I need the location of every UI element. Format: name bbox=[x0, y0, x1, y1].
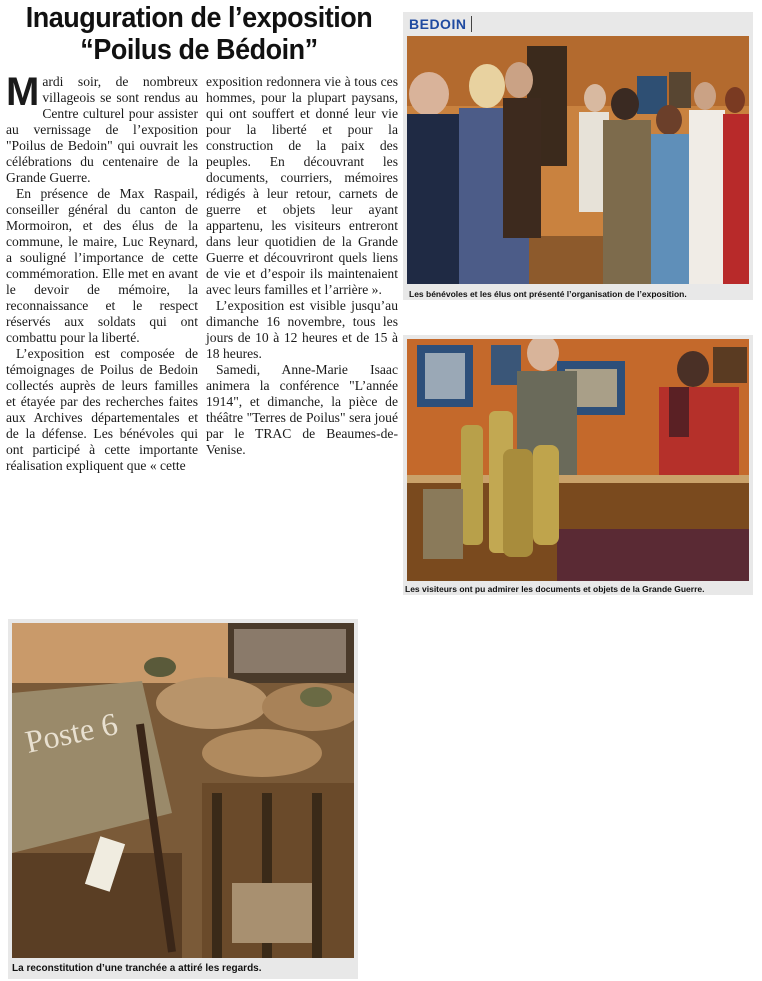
article-paragraph: exposition redonnera vie à tous ces hommes, pour la plupart paysans, qui ont souffert et donné leur vie pour la liberté et pour la construction de la paix des peuples. En découvrant les documents, courriers, mémoires rédigés à leur retour, carnets de guerre et objets leur ayant appartenu, les visiteurs entreront dans leur quotidien de la Grande Guerre et découvriront quels liens de vie et d’espoir ils maintenaient avec leurs familles et l’arrière ». bbox=[206, 74, 398, 297]
article-paragraph: Mardi soir, de nombreux villageois se sont rendus au Centre culturel pour assister au vernissage de l’exposition "Poilus de Bedoin" qui ouvrait les célébrations du centenaire de la Grande Guerre. bbox=[6, 70, 198, 185]
photo-display-case bbox=[407, 339, 749, 581]
article-headline bbox=[20, 2, 379, 66]
article-paragraph: L’exposition est composée de témoignages de Poilus de Bedoin collectés auprès de leurs familles et étayée par des recherches faites aux Archives départementales et de la défense. Les bénévoles qui ont participé à cette importante réalisation expliquent que « cette bbox=[6, 346, 198, 473]
photo-1-caption: Les bénévoles et les élus ont présenté l’organisation de l’exposition. bbox=[409, 289, 687, 299]
article-column-1 bbox=[6, 70, 198, 474]
photo-2-caption: Les visiteurs ont pu admirer les documents et objets de la Grande Guerre. bbox=[405, 584, 705, 594]
headline-line-1: Inauguration de l’exposition bbox=[25, 2, 373, 34]
photo-3-caption: La reconstitution d’une tranchée a attiré les regards. bbox=[12, 963, 262, 974]
section-tag: BEDOIN bbox=[409, 16, 467, 32]
trench-sign-text: Poste 6 bbox=[21, 705, 121, 760]
headline-line-2: “Poilus de Bédoin” bbox=[80, 34, 318, 66]
drop-cap: M bbox=[6, 70, 40, 114]
article-paragraph: En présence de Max Raspail, conseiller général du canton de Mormoiron, et des élus de la commune, le maire, Luc Reynard, a souligné l’importance de cette commémoration. Elle met en avant le devoir de mémoire, la reconnaissance et le respect réservés aux soldats qui ont combattu pour la liberté. bbox=[6, 186, 198, 345]
article-column-2 bbox=[206, 74, 398, 458]
photo-volunteers bbox=[407, 36, 749, 284]
photo-trench bbox=[12, 623, 354, 958]
section-divider bbox=[471, 16, 472, 32]
article-paragraph: L’exposition est visible jusqu’au dimanche 16 novembre, tous les jours de 10 à 12 heures et de 15 à 18 heures. bbox=[206, 298, 398, 361]
article-paragraph: Samedi, Anne-Marie Isaac animera la conférence "L’année 1914", et dimanche, la pièce de théâtre "Terres de Poilus" sera joué par le TRAC de Beaumes-de-Venise. bbox=[206, 362, 398, 457]
